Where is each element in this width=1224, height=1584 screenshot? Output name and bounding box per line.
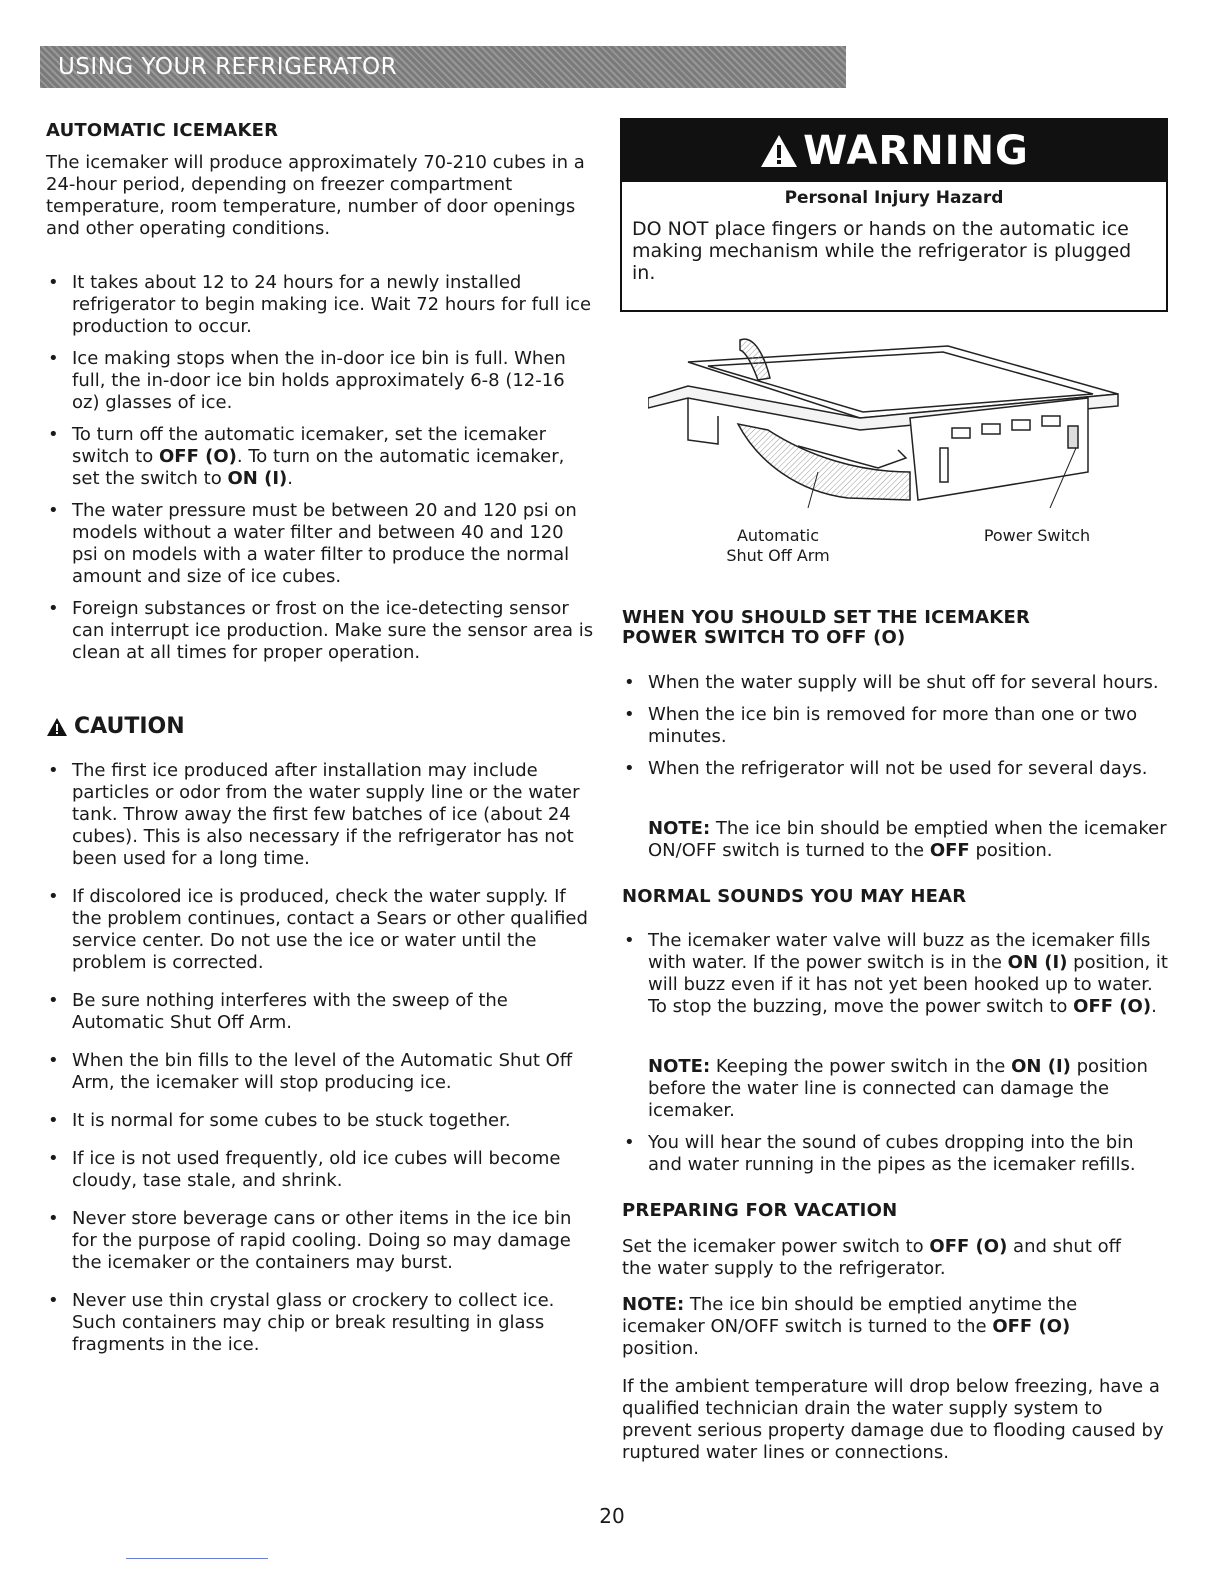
list-item: • When the water supply will be shut off for several hours. bbox=[622, 672, 1172, 694]
list-item: • Be sure nothing interferes with the sweep of the Automatic Shut Off Arm. bbox=[46, 990, 594, 1034]
warning-triangle-icon bbox=[759, 133, 799, 169]
figure-label-shut-off-arm: Automatic Shut Off Arm bbox=[726, 526, 830, 565]
footer-rule bbox=[126, 1558, 268, 1559]
list-item: • If discolored ice is produced, check the water supply. If the problem continues, contact a Sears or other qualified service center. Do not use the ice or water until the problem is corrected. bbox=[46, 886, 594, 974]
caution-bullet-list bbox=[46, 760, 594, 1356]
page-number: 20 bbox=[599, 1504, 625, 1528]
list-item: • Ice making stops when the in-door ice bin is full. When full, the in-door ice bin holds approximately 6-8 (12-16 oz) glasses of ice. bbox=[46, 348, 594, 414]
list-item: • When the bin fills to the level of the Automatic Shut Off Arm, the icemaker will stop producing ice. bbox=[46, 1050, 594, 1094]
warning-box bbox=[620, 118, 1168, 312]
section-header-bar bbox=[40, 46, 846, 88]
vacation-heading: PREPARING FOR VACATION bbox=[622, 1200, 898, 1221]
warning-body bbox=[622, 182, 1166, 284]
list-item: • Never use thin crystal glass or crockery to collect ice. Such containers may chip or break resulting in glass fragments in the ice. bbox=[46, 1290, 594, 1356]
when-off-heading: WHEN YOU SHOULD SET THE ICEMAKER POWER SWITCH TO OFF (O) bbox=[622, 607, 1031, 648]
list-item: • It takes about 12 to 24 hours for a newly installed refrigerator to begin making ice. Wait 72 hours for full ice production to occur. bbox=[46, 272, 594, 338]
normal-sounds-note: NOTE: Keeping the power switch in the ON (I) position before the water line is connected can damage the icemaker. bbox=[648, 1056, 1148, 1121]
list-item: • To turn off the automatic icemaker, set the icemaker switch to OFF (O). To turn on the automatic icemaker, set the switch to ON (I). bbox=[46, 424, 594, 490]
when-off-note: NOTE: The ice bin should be emptied when the icemaker ON/OFF switch is turned to the OFF position. bbox=[648, 818, 1167, 861]
list-item: • It is normal for some cubes to be stuck together. bbox=[46, 1110, 594, 1132]
icemaker-illustration bbox=[648, 332, 1120, 528]
normal-sounds-bullet-list-2 bbox=[622, 1132, 1172, 1176]
vacation-note: NOTE: The ice bin should be emptied anytime the icemaker ON/OFF switch is turned to the OFF (O) position. bbox=[622, 1294, 1078, 1359]
list-item: • When the ice bin is removed for more than one or two minutes. bbox=[622, 704, 1172, 748]
vacation-paragraph-3: If the ambient temperature will drop below freezing, have a qualified technician drain the water supply system to prevent serious property damage due to flooding caused by ruptured water lines or connections. bbox=[622, 1376, 1164, 1463]
list-item: • The water pressure must be between 20 and 120 psi on models without a water filter and between 40 and 120 psi on models with a water filter to produce the normal amount and size of ice cubes. bbox=[46, 500, 594, 588]
automatic-icemaker-heading: AUTOMATIC ICEMAKER bbox=[46, 120, 279, 141]
list-item: • Never store beverage cans or other items in the ice bin for the purpose of rapid cooling. Doing so may damage the icemaker or the containers may burst. bbox=[46, 1208, 594, 1274]
list-item: • Foreign substances or frost on the ice-detecting sensor can interrupt ice production. Make sure the sensor area is clean at all times for proper operation. bbox=[46, 598, 594, 664]
when-off-bullet-list bbox=[622, 672, 1172, 786]
warning-title: WARNING bbox=[803, 128, 1029, 174]
icemaker-diagram bbox=[648, 332, 1120, 528]
caution-triangle-icon bbox=[46, 717, 68, 737]
warning-subtitle: Personal Injury Hazard bbox=[784, 188, 1004, 208]
normal-sounds-bullet-list bbox=[622, 930, 1172, 1022]
list-item: • When the refrigerator will not be used for several days. bbox=[622, 758, 1172, 780]
icemaker-intro: The icemaker will produce approximately 70-210 cubes in a 24-hour period, depending on freezer compartment temperature, room temperature, number of door openings and other operating conditions. bbox=[46, 152, 585, 239]
figure-label-power-switch: Power Switch bbox=[983, 526, 1091, 545]
vacation-paragraph-1: Set the icemaker power switch to OFF (O) and shut off the water supply to the refrigerator. bbox=[622, 1236, 1122, 1279]
caution-heading: CAUTION bbox=[46, 714, 185, 739]
list-item: • The first ice produced after installation may include particles or odor from the water supply line or the water tank. Throw away the first few batches of ice (about 24 cubes). This is also necessary if the refrigerator has not been used for a long time. bbox=[46, 760, 594, 870]
normal-sounds-heading: NORMAL SOUNDS YOU MAY HEAR bbox=[622, 886, 967, 907]
list-item: • If ice is not used frequently, old ice cubes will become cloudy, tase stale, and shrink. bbox=[46, 1148, 594, 1192]
section-header-title: USING YOUR REFRIGERATOR bbox=[58, 54, 398, 80]
warning-text: DO NOT place fingers or hands on the automatic ice making mechanism while the refrigerator is plugged in. bbox=[632, 218, 1132, 284]
icemaker-bullet-list bbox=[46, 272, 594, 664]
list-item: • The icemaker water valve will buzz as the icemaker fills with water. If the power switch is in the ON (I) position, it will buzz even if it has not yet been hooked up to water. To stop the buzzing, move the power switch to OFF (O). bbox=[622, 930, 1172, 1018]
list-item: • You will hear the sound of cubes dropping into the bin and water running in the pipes as the icemaker refills. bbox=[622, 1132, 1172, 1176]
warning-header bbox=[622, 120, 1166, 182]
